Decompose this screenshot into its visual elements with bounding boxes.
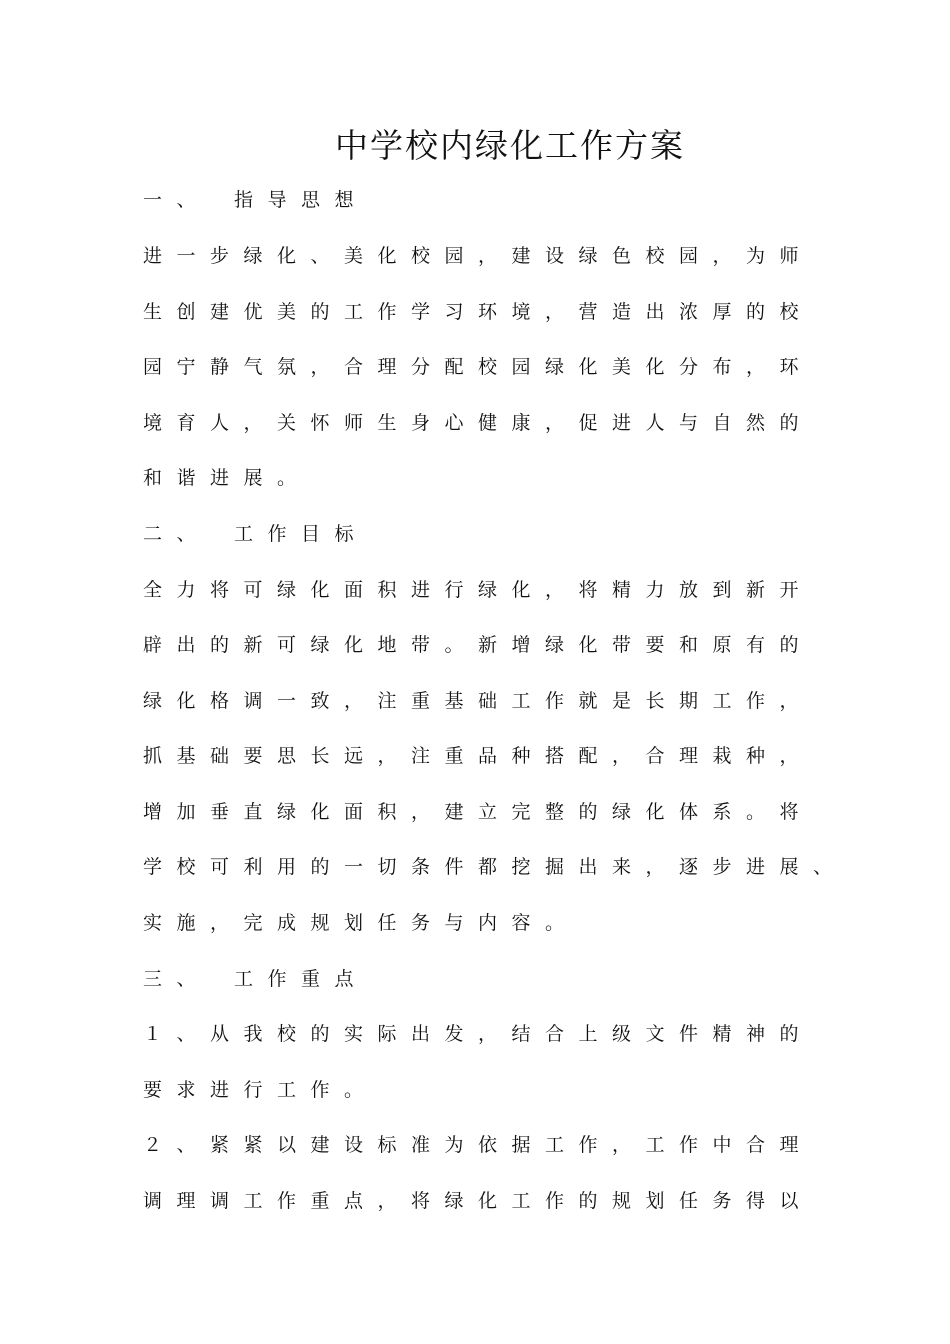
section-heading-guiding-ideology: 一、 指导思想 <box>143 189 369 211</box>
paragraph-line: 园宁静气氛，合理分配校园绿化美化分布，环 <box>143 356 814 378</box>
paragraph-line: 学校可利用的一切条件都挖掘出来，逐步进展、 <box>143 856 847 878</box>
paragraph-line: 调理调工作重点，将绿化工作的规划任务得以 <box>143 1190 814 1212</box>
section-heading-work-focus: 三、 工作重点 <box>143 968 369 990</box>
paragraph-line: 要求进行工作。 <box>143 1079 378 1101</box>
document-title: 中学校内绿化工作方案 <box>335 126 685 165</box>
numbered-item-line: １、从我校的实际出发，结合上级文件精神的 <box>143 1023 814 1045</box>
paragraph-line: 绿化格调一致，注重基础工作就是长期工作， <box>143 690 814 712</box>
paragraph-line: 生创建优美的工作学习环境，营造出浓厚的校 <box>143 301 814 323</box>
paragraph-line: 抓基础要思长远，注重品种搭配，合理栽种， <box>143 745 814 767</box>
paragraph-line: 进一步绿化、美化校园，建设绿色校园，为师 <box>143 245 814 267</box>
section-heading-work-goals: 二、 工作目标 <box>143 523 369 545</box>
paragraph-line: 增加垂直绿化面积，建立完整的绿化体系。将 <box>143 801 814 823</box>
paragraph-line: 实施，完成规划任务与内容。 <box>143 912 579 934</box>
paragraph-line: 和谐进展。 <box>143 467 311 489</box>
paragraph-line: 境育人，关怀师生身心健康，促进人与自然的 <box>143 412 814 434</box>
paragraph-line: 辟出的新可绿化地带。新增绿化带要和原有的 <box>143 634 814 656</box>
paragraph-line: 全力将可绿化面积进行绿化，将精力放到新开 <box>143 579 814 601</box>
numbered-item-line: ２、紧紧以建设标准为依据工作，工作中合理 <box>143 1134 814 1156</box>
